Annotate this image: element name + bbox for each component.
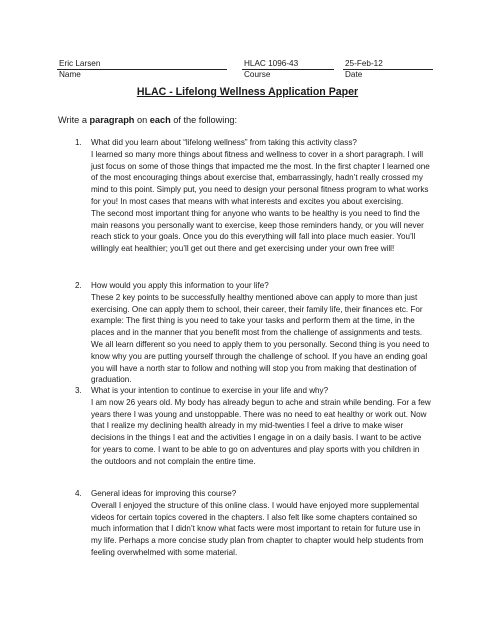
instruction-line xyxy=(58,115,237,125)
instruction-text-2: on xyxy=(134,115,150,125)
question-3 xyxy=(75,385,431,468)
course-label: Course xyxy=(244,70,271,79)
question-1 xyxy=(75,137,431,255)
answer-1-paragraph-2: The second most important thing for anyone who wants to be healthy is you need to find the main reasons you personally want to exercise, keep those reminders handy, or you will never reach stick to your goals. Once you do this everything will fall into place much easier. You’ll willingly eat healthier; you’ll get out there and get exercising under your own free will! xyxy=(91,208,424,254)
answer-2-paragraph-1: These 2 key points to be successfully healthy mentioned above can apply to more than just exercising. One can apply them to school, their career, their family life, their finances etc. For example: The first thing is you need to take your tasks and perform them at the time, in the places and in the manner that you benefit most from the challenge of assignments and tests. We all learn different so you need to apply them to you personally. Second thing is you need to know why you are putting yourself through the challenge of school. If you have an ending goal you will have a north star to follow and nothing will stop you from making that destination of graduation. xyxy=(91,292,430,385)
answer-4-paragraph-1: Overall I enjoyed the structure of this online class. I would have enjoyed more supplemental videos for certain topics covered in the chapters. I also felt like some chapters contained so much information that I didn’t know what facts were most important to retain for future use in my life. Perhaps a more concise study plan from chapter to chapter would help students from feeling overwhelmed with some material. xyxy=(91,500,424,557)
date-label: Date xyxy=(345,70,363,79)
instruction-text-1: Write a xyxy=(58,115,90,125)
answer-1 xyxy=(91,149,431,255)
name-underline xyxy=(57,69,227,70)
answer-3 xyxy=(91,397,431,468)
question-4-heading xyxy=(75,488,431,500)
answer-2 xyxy=(91,292,431,386)
instruction-bold-2: each xyxy=(149,115,171,125)
question-2-heading xyxy=(75,280,431,292)
question-2 xyxy=(75,280,431,386)
question-2-text: How would you apply this information to your life? xyxy=(91,281,269,290)
name-value: Eric Larsen xyxy=(59,59,101,68)
question-3-text: What is your intention to continue to exercise in your life and why? xyxy=(91,386,329,395)
instruction-bold-1: paragraph xyxy=(89,115,135,125)
instruction-text-3: of the following: xyxy=(170,115,238,125)
question-3-heading xyxy=(75,385,431,397)
question-2-number: 2. xyxy=(75,281,82,290)
course-value: HLAC 1096-43 xyxy=(244,59,299,68)
question-1-number: 1. xyxy=(75,138,82,147)
question-1-heading xyxy=(75,137,431,149)
answer-1-paragraph-1: I learned so many more things about fitness and wellness to cover in a short paragraph. I will just focus on some of those things that impacted me the most. In the first chapter I learned one of the most encouraging things about exercise that, embarrassingly, hadn’t really crossed my mind to this point. Simply put, you need to design your personal fitness program to what works for you! In most cases that means with what interests and excites you about exercising. xyxy=(91,149,430,206)
page-title: HLAC - Lifelong Wellness Application Paper xyxy=(136,86,359,98)
question-4 xyxy=(75,488,431,559)
name-label: Name xyxy=(59,70,81,79)
question-4-text: General ideas for improving this course? xyxy=(91,489,237,498)
question-1-text: What did you learn about “lifelong wellness” from taking this activity class? xyxy=(91,138,357,147)
answer-4 xyxy=(91,500,431,559)
date-value: 25-Feb-12 xyxy=(345,59,383,68)
answer-3-paragraph-1: I am now 26 years old. My body has already begun to ache and strain while bending. For a few years there I was young and unstoppable. There was no need to eat healthy or work out. Now that I realize my declining health already in my mid-twenties I feel a drive to make wiser decisions in the things I eat and the activities I engage in on a daily basis. I want to be active for years to come. I want to be able to go on adventures and play sports with you children in the outdoors and not complain the entire time. xyxy=(91,397,431,466)
question-3-number: 3. xyxy=(75,386,82,395)
question-4-number: 4. xyxy=(75,489,82,498)
